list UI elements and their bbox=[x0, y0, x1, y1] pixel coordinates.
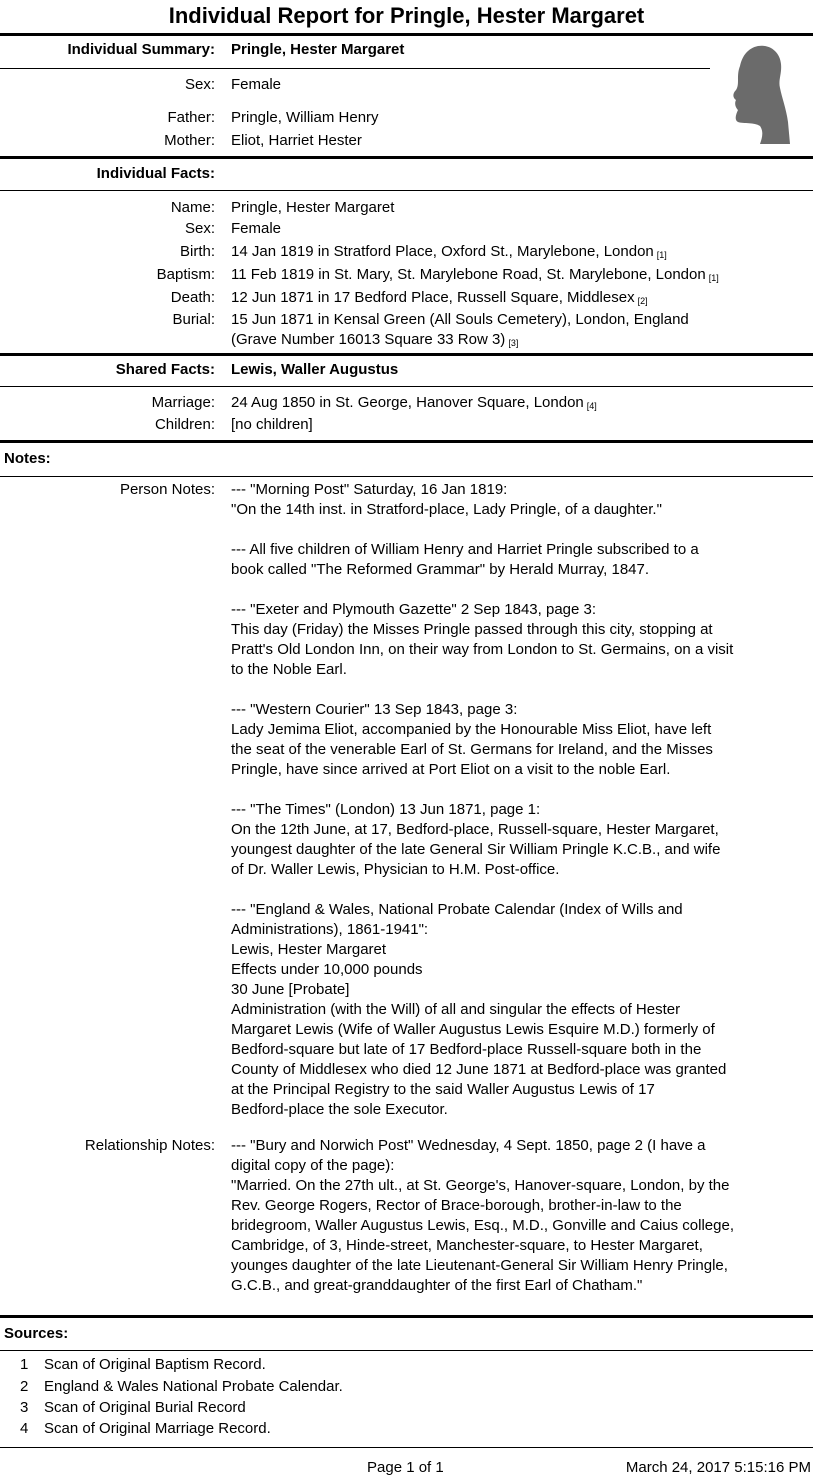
note-line: youngest daughter of the late General Sir William Pringle K.C.B., and wife bbox=[231, 841, 721, 858]
note-line: Bedford-place the sole Executor. bbox=[231, 1101, 448, 1118]
note-line: Effects under 10,000 pounds bbox=[231, 961, 423, 978]
page-number: Page 1 of 1 bbox=[367, 1459, 444, 1476]
note-line: digital copy of the page): bbox=[231, 1157, 395, 1174]
source-ref: [1] bbox=[656, 250, 667, 260]
note-line: "On the 14th inst. in Stratford-place, Lady Pringle, of a daughter." bbox=[231, 501, 662, 518]
note-line: Bedford-square but late of 17 Bedford-place Russell-square both in the bbox=[231, 1041, 702, 1058]
spouse-name: Lewis, Waller Augustus bbox=[231, 361, 399, 378]
fact-label: Name: bbox=[170, 199, 215, 216]
source-ref: [3] bbox=[508, 338, 519, 348]
person-notes-label: Person Notes: bbox=[119, 481, 215, 498]
note-line: --- "The Times" (London) 13 Jun 1871, page 1: bbox=[231, 801, 541, 818]
relationship-notes bbox=[231, 1136, 813, 1296]
note-line: to the Noble Earl. bbox=[231, 661, 347, 678]
children-label: Children: bbox=[154, 416, 215, 433]
children-value: [no children] bbox=[231, 416, 313, 433]
divider bbox=[0, 440, 813, 443]
note-line: Cambridge, of 3, Hinde-street, Manchester-square, to Hester Margaret, bbox=[231, 1237, 703, 1254]
fact-value bbox=[231, 242, 667, 265]
fact-value bbox=[231, 330, 518, 353]
source-ref: [1] bbox=[708, 273, 719, 283]
divider bbox=[0, 1350, 813, 1351]
fact-label: Burial: bbox=[172, 311, 215, 328]
note-line: County of Middlesex who died 12 June 1871 at Bedford-place was granted bbox=[231, 1061, 727, 1078]
divider bbox=[0, 156, 813, 159]
source-number: 3 bbox=[20, 1399, 29, 1416]
sex-label: Sex: bbox=[184, 76, 215, 93]
fact-text: 14 Jan 1819 in Stratford Place, Oxford St., Marylebone, London bbox=[231, 243, 654, 260]
summary-label: Individual Summary: bbox=[67, 41, 215, 58]
sex-value: Female bbox=[231, 76, 282, 93]
fact-label: Sex: bbox=[184, 220, 215, 237]
summary-name: Pringle, Hester Margaret bbox=[231, 41, 405, 58]
female-silhouette-icon bbox=[730, 44, 790, 144]
divider bbox=[0, 68, 710, 69]
sources-header: Sources: bbox=[4, 1325, 69, 1342]
fact-value bbox=[231, 288, 648, 311]
note-line: This day (Friday) the Misses Pringle passed through this city, stopping at bbox=[231, 621, 713, 638]
note-line: the seat of the venerable Earl of St. Germans for Ireland, and the Misses bbox=[231, 741, 713, 758]
marriage-label: Marriage: bbox=[151, 394, 215, 411]
fact-text: 11 Feb 1819 in St. Mary, St. Marylebone Road, St. Marylebone, London bbox=[231, 266, 706, 283]
note-line bbox=[231, 780, 813, 800]
fact-value: Pringle, Hester Margaret bbox=[231, 199, 395, 216]
note-line: Lady Jemima Eliot, accompanied by the Honourable Miss Eliot, have left bbox=[231, 721, 712, 738]
note-line: 30 June [Probate] bbox=[231, 981, 350, 998]
divider bbox=[0, 476, 813, 477]
divider bbox=[0, 353, 813, 356]
person-notes bbox=[231, 480, 813, 1120]
fact-value: Female bbox=[231, 220, 282, 237]
note-line: Administrations), 1861-1941": bbox=[231, 921, 429, 938]
note-line: Administration (with the Will) of all and singular the effects of Hester bbox=[231, 1001, 681, 1018]
note-line: Margaret Lewis (Wife of Waller Augustus Lewis Esquire M.D.) formerly of bbox=[231, 1021, 715, 1038]
note-line: G.C.B., and great-granddaughter of the first Earl of Chatham." bbox=[231, 1277, 643, 1294]
note-line: "Married. On the 27th ult., at St. George's, Hanover-square, London, by the bbox=[231, 1177, 730, 1194]
source-text: England & Wales National Probate Calendar. bbox=[44, 1378, 343, 1395]
note-line: Pratt's Old London Inn, on their way from London to St. Germains, on a visit bbox=[231, 641, 734, 658]
fact-label: Birth: bbox=[179, 243, 215, 260]
fact-value bbox=[231, 265, 719, 288]
note-line: --- All five children of William Henry and Harriet Pringle subscribed to a bbox=[231, 541, 699, 558]
report-title: Individual Report for Pringle, Hester Margaret bbox=[168, 3, 645, 28]
note-line bbox=[231, 580, 813, 600]
note-line bbox=[231, 520, 813, 540]
note-line: --- "Bury and Norwich Post" Wednesday, 4 Sept. 1850, page 2 (I have a bbox=[231, 1137, 706, 1154]
source-number: 1 bbox=[20, 1356, 29, 1373]
source-number: 4 bbox=[20, 1420, 29, 1437]
note-line: Rev. George Rogers, Rector of Brace-borough, brother-in-law to the bbox=[231, 1197, 682, 1214]
note-line: bridegroom, Waller Augustus Lewis, Esq., M.D., Gonville and Caius college, bbox=[231, 1217, 735, 1234]
note-line: --- "Exeter and Plymouth Gazette" 2 Sep 1843, page 3: bbox=[231, 601, 597, 618]
source-number: 2 bbox=[20, 1378, 29, 1395]
relationship-notes-label: Relationship Notes: bbox=[84, 1137, 215, 1154]
note-line: book called "The Reformed Grammar" by Herald Murray, 1847. bbox=[231, 561, 650, 578]
note-line: younges daughter of the late Lieutenant-General Sir William Henry Pringle, bbox=[231, 1257, 728, 1274]
note-line: --- "Morning Post" Saturday, 16 Jan 1819: bbox=[231, 481, 508, 498]
source-text: Scan of Original Burial Record bbox=[44, 1399, 246, 1416]
note-line: On the 12th June, at 17, Bedford-place, Russell-square, Hester Margaret, bbox=[231, 821, 719, 838]
source-ref: [4] bbox=[586, 401, 597, 411]
divider bbox=[0, 386, 813, 387]
fact-value: 15 Jun 1871 in Kensal Green (All Souls Cemetery), London, England bbox=[231, 311, 689, 328]
fact-label: Death: bbox=[170, 289, 215, 306]
note-line: --- "Western Courier" 13 Sep 1843, page 3: bbox=[231, 701, 518, 718]
mother-value: Eliot, Harriet Hester bbox=[231, 132, 362, 149]
fact-label: Baptism: bbox=[156, 266, 215, 283]
fact-text: (Grave Number 16013 Square 33 Row 3) bbox=[231, 331, 506, 348]
father-value: Pringle, William Henry bbox=[231, 109, 379, 126]
note-line: at the Principal Registry to the said Waller Augustus Lewis of 17 bbox=[231, 1081, 655, 1098]
divider bbox=[0, 1315, 813, 1318]
fact-text: 12 Jun 1871 in 17 Bedford Place, Russell Square, Middlesex bbox=[231, 289, 635, 306]
note-line: Lewis, Hester Margaret bbox=[231, 941, 387, 958]
note-line bbox=[231, 880, 813, 900]
notes-header: Notes: bbox=[4, 450, 51, 467]
source-text: Scan of Original Baptism Record. bbox=[44, 1356, 266, 1373]
divider bbox=[0, 1447, 813, 1448]
source-text: Scan of Original Marriage Record. bbox=[44, 1420, 271, 1437]
fact-text: 24 Aug 1850 in St. George, Hanover Square, London bbox=[231, 394, 584, 411]
divider bbox=[0, 33, 813, 36]
father-label: Father: bbox=[167, 109, 215, 126]
note-line bbox=[231, 680, 813, 700]
shared-header: Shared Facts: bbox=[115, 361, 215, 378]
note-line: of Dr. Waller Lewis, Physician to H.M. Post-office. bbox=[231, 861, 560, 878]
note-line: --- "England & Wales, National Probate Calendar (Index of Wills and bbox=[231, 901, 683, 918]
source-ref: [2] bbox=[637, 296, 648, 306]
divider bbox=[0, 190, 813, 191]
print-date: March 24, 2017 5:15:16 PM bbox=[625, 1459, 811, 1476]
mother-label: Mother: bbox=[164, 132, 215, 149]
facts-header: Individual Facts: bbox=[96, 165, 215, 182]
marriage-value bbox=[231, 393, 597, 416]
note-line: Pringle, have since arrived at Port Eliot on a visit to the noble Earl. bbox=[231, 761, 671, 778]
